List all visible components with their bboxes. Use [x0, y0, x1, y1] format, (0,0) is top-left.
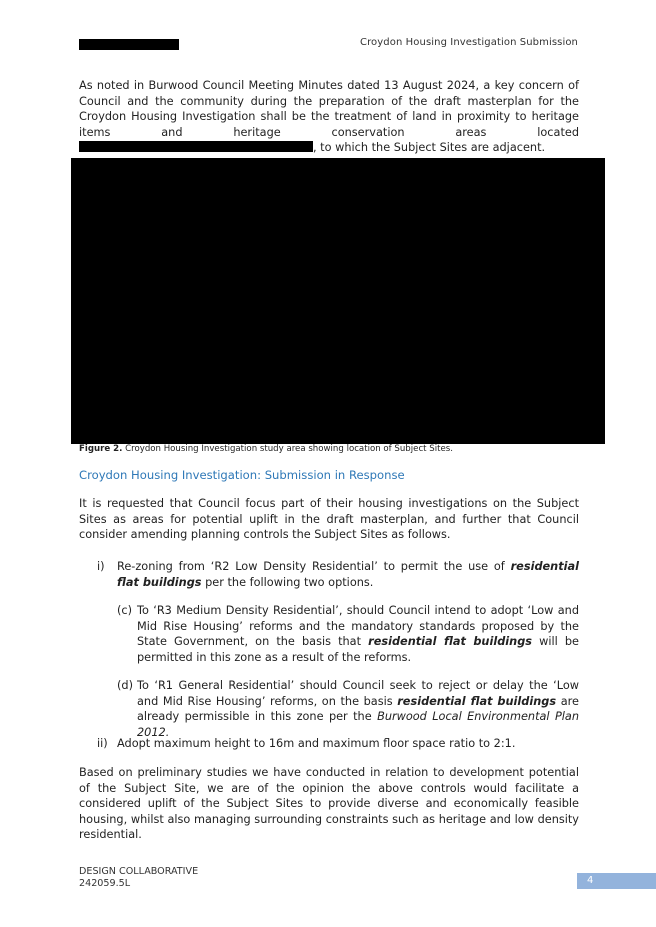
section-heading: Croydon Housing Investigation: Submission in Response — [79, 468, 405, 482]
list-item-1-bold: residential flat buildings — [117, 560, 579, 589]
subitem-d-italic: Burwood Local Environmental Plan 2012. — [137, 710, 580, 739]
list-subitem-c — [117, 603, 579, 665]
redacted-location — [79, 141, 313, 152]
figure-caption-text: Croydon Housing Investigation study area showing location of Subject Sites. — [125, 444, 453, 454]
subitem-d-bold: residential flat buildings — [397, 694, 557, 708]
list-item-1-text-end: per the following two options. — [201, 575, 374, 589]
figure-label: Figure 2. — [79, 444, 123, 454]
subitem-c-text-end: will be permitted in this zone as a result of the reforms. — [137, 635, 579, 664]
subitem-c-bold: residential flat buildings — [368, 635, 533, 649]
subitem-c-text: To ‘R3 Medium Density Residential’, should Council intend to adopt ‘Low and Mid Rise Housing’ reforms and the mandatory standards proposed by the State Government, on the basis that — [137, 604, 579, 649]
subitem-d-text-mid: are already permissible in this zone per the — [137, 694, 579, 724]
list-item-2 — [97, 736, 579, 752]
redacted-logo — [79, 39, 179, 50]
list-subitem-d — [117, 678, 579, 740]
redacted-figure-image — [71, 158, 605, 444]
figure-caption — [79, 444, 453, 454]
conclusion-paragraph: Based on preliminary studies we have conducted in relation to development potential of the Subject Site, we are of the opinion the above controls would facilitate a considered uplift of the Subject Sites to provide diverse and economically feasible housing, whilst also managing surrounding constraints such as heritage and low density residential. — [79, 766, 579, 842]
header-title: Croydon Housing Investigation Submission — [359, 37, 578, 48]
footer-company: DESIGN COLLABORATIVE — [79, 866, 199, 877]
list-marker-d: (d) — [117, 679, 133, 692]
intro-text-part2: , to which the Subject Sites are adjacent. — [313, 141, 546, 155]
list-marker-1: i) — [97, 560, 105, 573]
footer-reference: 242059.5L — [79, 878, 131, 889]
list-item-2-text: Adopt maximum height to 16m and maximum floor space ratio to 2:1. — [117, 737, 516, 750]
subitem-d-text: To ‘R1 General Residential’ should Council seek to reject or delay the ‘Low and Mid Rise Housing’ reforms, on the basis — [137, 679, 579, 708]
list-item-1 — [97, 559, 579, 590]
list-marker-c: (c) — [117, 604, 133, 617]
page-number: 4 — [577, 873, 656, 889]
intro-text-part1: As noted in Burwood Council Meeting Minutes dated 13 August 2024, a key concern of Council and the community during the preparation of the draft masterplan for the Croydon Housing Investigation shall be the treatment of land in proximity to heritage items and heritage conservation areas located — [79, 79, 579, 139]
request-paragraph: It is requested that Council focus part of their housing investigations on the Subject Sites as areas for potential uplift in the draft masterplan, and further that Council consider amending planning controls the Subject Sites as follows. — [79, 497, 579, 542]
intro-paragraph — [79, 78, 579, 156]
list-item-1-text: Re-zoning from ‘R2 Low Density Residential’ to permit the use of — [117, 560, 511, 573]
list-marker-2: ii) — [97, 737, 108, 750]
